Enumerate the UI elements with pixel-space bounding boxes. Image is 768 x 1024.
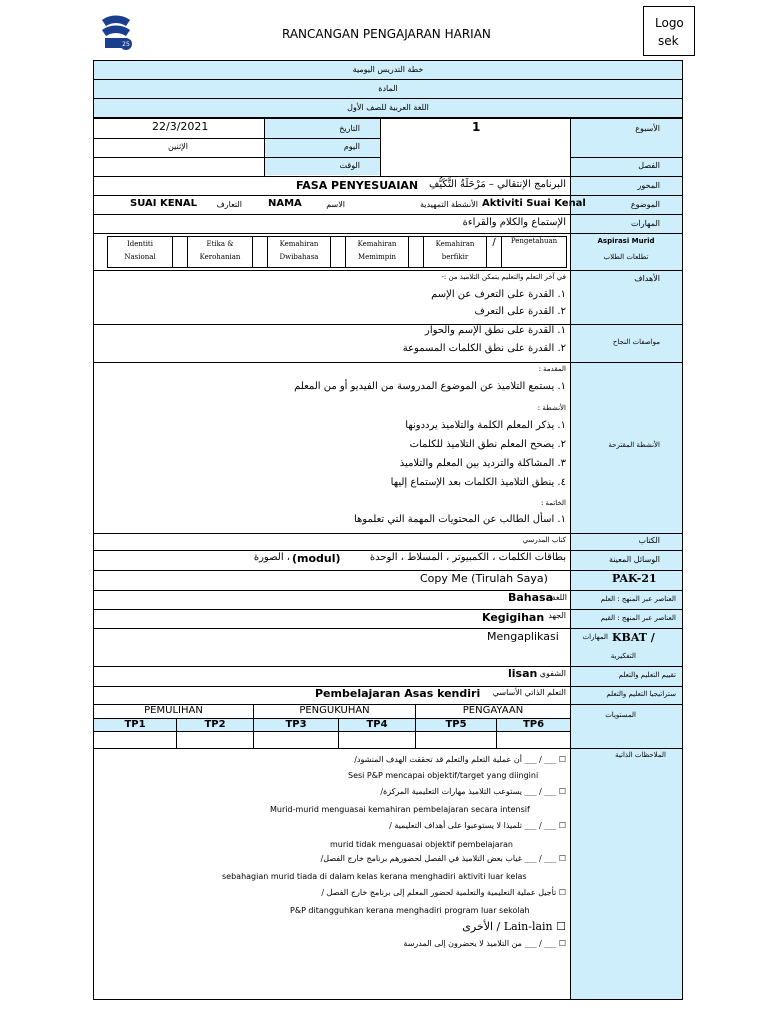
topic-activity-ar: الأنشطة التمهيدية (419, 200, 478, 209)
aspiration-mark: / (492, 237, 496, 248)
aspiration-ethics: Etika & Kerohanian (199, 240, 241, 261)
activities-intro-head: المقدمة : (538, 365, 566, 373)
reflection-item-3-ms: murid tidak menguasai objektif pembelajaran (330, 840, 513, 849)
success-label: مواصفات النجاح (612, 338, 660, 346)
crest-number: 25 (122, 41, 130, 48)
skills-label: المهارات (630, 219, 660, 228)
day-label: اليوم (343, 142, 360, 151)
activities-closing-head: الخاتمة : (540, 499, 566, 507)
levels-label: المستويات (605, 711, 636, 719)
aspiration-thinking: Kemahiran berfikir (435, 240, 475, 261)
reflection-item-4-ar: ☐ ___ / ___ غياب بعض التلاميذ في الفصل لحضورهم برنامج خارج الفصل/ (320, 854, 566, 863)
aids-value-en: (modul) (292, 552, 341, 565)
reflection-item-2-ar: ☐ ___ / ___ يستوعب التلاميذ مهارات التعليمية المركزة/ (380, 787, 566, 796)
theme-value-en: FASA PENYESUAIAN (296, 179, 419, 192)
topic-intro-en: SUAI KENAL (130, 198, 198, 209)
success-item-1: ١. القدرة على نطق الإسم والحوار (425, 325, 566, 336)
activities-closing-item: ١. اسأل الطالب عن المحتويات المهمة التي تعلموها (353, 514, 566, 525)
topic-activity-en: Aktiviti Suai Kenal (482, 198, 586, 209)
activities-main-item-1: ١. يذكر المعلم الكلمة والتلاميذ يرددونها (405, 420, 566, 431)
aspiration-knowledge: Pengetahuan (510, 237, 558, 245)
aids-value-ar2: ، الصورة (253, 552, 290, 563)
daily-plan-heading-ar: خطة التدريس اليومية (352, 65, 424, 74)
level-tp4: TP4 (366, 719, 388, 730)
activities-main-item-3: ٣. المشاكلة والترديد بين المعلم والتلاميذ (399, 458, 566, 469)
subject-heading-ar: المادة (378, 84, 398, 93)
activities-label: الأنشطة المقترحة (608, 441, 660, 449)
aspirations-label-en: Aspirasi Murid (597, 237, 655, 245)
aspiration-leadership: Kemahiran Memimpin (357, 240, 397, 261)
topic-intro-ar: التعارف (216, 200, 242, 209)
day-value: الإثنين (168, 142, 188, 151)
strategy-ar: التعلم الذاتي الأساسي (492, 688, 566, 697)
objective-item-2: ٢. القدرة على التعرف (474, 306, 566, 317)
school-crest-logo (96, 12, 136, 52)
activities-main-item-2: ٢. يصحح المعلم نطق التلاميذ للكلمات (409, 439, 566, 450)
assess-label: تقييم التعليم والتعلم (618, 671, 676, 679)
strategy-en: Pembelajaran Asas kendiri (315, 687, 481, 700)
book-value: كتاب المدرسي (522, 536, 566, 544)
reflection-label: الملاحظات الذاتية (615, 751, 666, 759)
success-item-2: ٢. القدرة على نطق الكلمات المسموعة (402, 343, 566, 354)
reflection-item-3-ar: ☐ ___ / ___ تلميذا لا يستوعبوا على أهداف التعليمية / (389, 821, 566, 830)
activities-intro-item: ١. يستمع التلاميذ عن الموضوع المدروسة من الفيديو أو من المعلم (294, 381, 566, 392)
reflection-item-2-ms: Murid-murid menguasai kemahiran pembelajaran secara intensif (270, 805, 530, 814)
topic-label: الموضوع (630, 200, 660, 209)
skills-value: الإستماع والكلام والقراءة (462, 217, 566, 228)
time-label: الوقت (339, 161, 360, 170)
objective-item-1: ١. القدرة على التعرف عن الإسم (431, 289, 566, 300)
theme-value-ar: البرنامج الإنتقالي – مَرْحَلَةُ التَّكَيُّفِ (429, 179, 566, 190)
reflection-item-4-ms: sebahagian murid tiada di dalam kelas kerana menghadiri aktiviti luar kelas (222, 872, 527, 881)
logo-label-2: sek (658, 34, 679, 48)
pak-label: PAK-21 (612, 572, 657, 585)
class-label: الفصل (638, 161, 660, 170)
level-tp1: TP1 (124, 719, 146, 730)
level-tp3: TP3 (285, 719, 307, 730)
assess-en: lisan (508, 667, 538, 680)
aids-label: الوسائل المعينة (608, 555, 660, 564)
strategy-label: ستراتيجيا التعليم والتعلم (606, 690, 676, 698)
objectives-label: الأهداف (634, 274, 660, 283)
cross-know-label: العناصر عبر المنهج : العلم (600, 595, 676, 603)
level-group-enrich: PENGAYAAN (462, 705, 524, 716)
level-group-reinforce: PENGUKUHAN (299, 705, 370, 716)
objectives-intro: في آخر التعلم والتعليم يتمكن التلاميذ من :- (441, 273, 566, 281)
reflection-item-5-ms: P&P ditangguhkan kerana menghadiri program luar sekolah (290, 906, 530, 915)
cross-value-en: Kegigihan (482, 611, 545, 624)
level-tp6: TP6 (522, 719, 545, 730)
reflection-item-7-ar: ☐ ___ / ___ من التلاميذ لا يحضرون إلى المدرسة (403, 939, 566, 948)
kbat-label-ar2: التفكيرية (610, 652, 636, 660)
reflection-item-5-ar: ☐ تأجيل عملية التعليمية والتعلمية لحضور المعلم إلى برنامج خارج الفصل / (321, 888, 566, 897)
aids-value-ar1: بطاقات الكلمات ، الكمبيوتر ، المسلاط ، الوحدة (369, 552, 566, 563)
assess-ar: الشفوي (539, 669, 566, 678)
level-group-remedial: PEMULIHAN (144, 705, 203, 716)
topic-name-en: NAMA (268, 198, 302, 209)
level-tp2: TP2 (204, 719, 226, 730)
aspirations-label-ar: تطلعات الطلاب (603, 253, 649, 261)
reflection-item-1-ms: Sesi P&P mencapai objektif/target yang diingini (348, 771, 539, 780)
date-label: التاريخ (339, 124, 360, 133)
pak-value: Copy Me (Tirulah Saya) (420, 572, 548, 585)
kbat-value: Mengaplikasi (487, 630, 559, 643)
logo-placeholder-box (643, 6, 695, 56)
reflection-item-1-ar: ☐ ___ / ___ أن عملية التعلم والتعلم قد تحققت الهدف المنشود/ (354, 755, 566, 764)
level-tp5: TP5 (445, 719, 467, 730)
page-title: RANCANGAN PENGAJARAN HARIAN (282, 27, 491, 41)
reflection-item-6-ar: ☐ Lain-lain / الأخرى (462, 920, 566, 933)
week-value: 1 (472, 120, 481, 134)
date-value: 22/3/2021 (152, 120, 209, 133)
subject-value-ar: اللغة العربية للصف الأول (347, 103, 429, 112)
kbat-label-en: KBAT / (612, 631, 655, 644)
activities-main-head: الأنشطة : (537, 404, 566, 412)
cross-know-ar: اللغة (551, 593, 567, 602)
theme-label: المحور (637, 181, 660, 190)
activities-main-item-4: ٤. ينطق التلاميذ الكلمات بعد الإستماع إليها (390, 477, 566, 488)
week-label: الأسبوع (635, 124, 660, 133)
cross-know-en: Bahasa (508, 591, 554, 604)
cross-value-label: العناصر عبر المنهج : القيم (600, 614, 676, 622)
aspiration-identity: Identiti Nasional (124, 240, 156, 261)
cross-value-ar: الجهد (548, 611, 566, 620)
kbat-label-ar: المهارات (582, 633, 608, 641)
aspiration-bilingual: Kemahiran Dwibahasa (279, 240, 319, 261)
book-label: الكتاب (638, 536, 660, 545)
topic-name-ar: الاسم (326, 200, 345, 209)
logo-label-1: Logo (655, 16, 684, 30)
